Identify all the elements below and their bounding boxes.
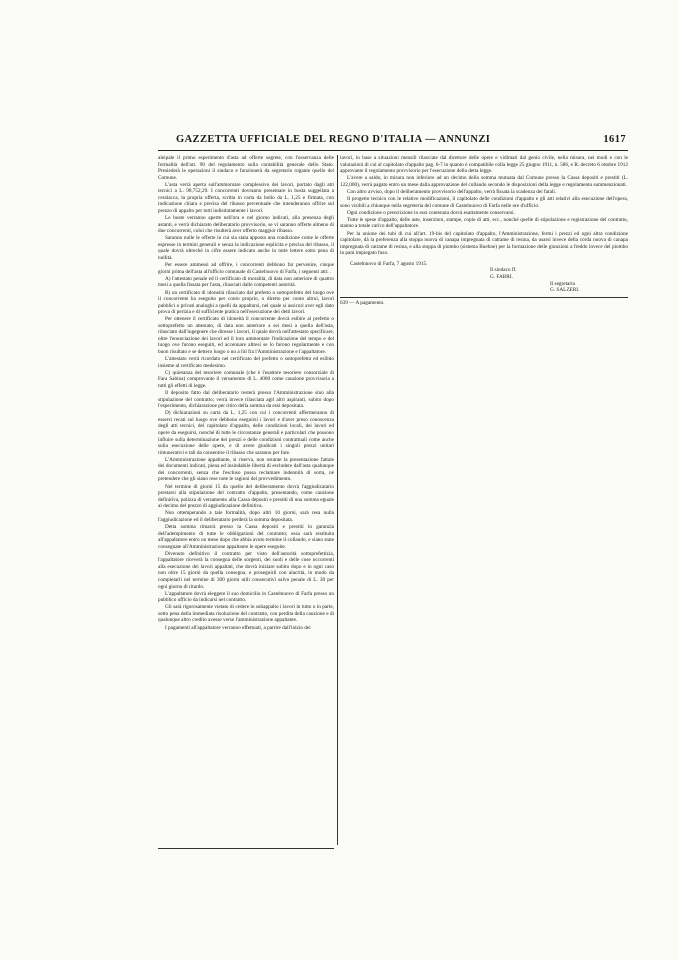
left-paragraph: I pagamenti all'appaltatore verranno effettuati, a partire dall'inizio dei: [165, 624, 311, 631]
left-paragraph: Nel termine di giorni 15 da quello del deliberamento dovrà l'aggiudicatario prestarsi alla stipulazione del contratto d'appalto, presentando, come cauzione definitiva, polizza di versamento alla Cassa depositi e prestiti di una somma eguale al decimo del prezzo di aggiudicazione definitiva.: [158, 483, 334, 510]
page-number: 1617: [603, 134, 626, 145]
left-paragraph: Il deposito fatto dal deliberatario resterà presso l'Amministrazione sino alla stipulazione del contratto; verrà invece rilasciata agli altri aspiranti, subito dopo l'esperimento, dichiarazione per ritiro della somma da essi depositata.: [158, 390, 334, 410]
right-paragraph: Per la unione dei tubi di cui all'art. 19-bis del capitolato d'appalto, l'Amministrazione, fermi i prezzi ed ogni altra condizione capitolare, dà la preferenza alla stoppa nuova di canapa impregnata di catrame di resina, da usarsi invece della corda nuova di canapa impregnata di catrame di resina, e alla stoppa di piombo (sistema Buehne) per la formazione delle giunzioni a freddo invece del piombo in pani impiegato fuso.: [340, 230, 628, 257]
left-paragraph: L'asta verrà aperta sull'ammontare complessivo dei lavori, portato dagli atti tecnici a L. 98,752,29. I concorrenti dovranno presentare in busta suggellata a ceralacca, la propria offerta, scritta in carta da bollo da L. 1,25 e firmata, con indicazione chiara e precisa del ribasso percentuale che intenderanno offrire sul prezzo di appalto per tutti indistintamente i lavori.: [158, 181, 334, 214]
bottom-rule: [158, 848, 334, 849]
left-paragraph: Saranno nulle le offerte in cui sia stata apposta una condizione come le offerte espresse in termini generali e senza la indicazione esplicita e precisa del ribasso, il quale dovrà oltreché in cifre essere indicato anche in tutte lettere sotto pena di nullità.: [158, 235, 334, 261]
left-paragraph: L'Amministrazione appaltante, si riserva, non ostante la presentazione fattale dei documenti indicati, piena ed insindabile libertà di escludere dall'asta qualunque dei concorrenti, senza che l'escluso possa reclamare indennità di sorta, nè pretendere che gli siano rese note le ragioni del provvedimento.: [158, 456, 334, 483]
header-rule: [158, 150, 628, 151]
left-paragraph: Detta somma rimarrà presso la Cassa depositi e prestiti in garanzia dell'adempimento di tutte le obbligazioni del contratto; essa sarà restituita all'appaltatore entro un mese dopo che abbia avuto termine il collaudo, e siano state consegnate all'Amministrazione appaltante le opere eseguite.: [158, 523, 334, 550]
right-paragraph: Con altro avviso, dopo il deliberamento provvisorio dell'appalto, verrà fissata la scadenza dei fatali.: [347, 188, 557, 195]
column-divider: [337, 155, 338, 845]
right-paragraph: lavori, in base a situazioni mensili rilasciate dal direttore delle opere e vidimati dal genio civile, nella misura, nei modi e con le valutazioni di cui al capitolato d'appalto pag. 6-7 in quanto è compatibile colla legge 25 giugno 1911, n. 586, e R. decreto 6 ottobre 1912 approvante il regolamento provvisorio per l'esecuzione della detta legge.: [340, 155, 628, 175]
left-paragraph: C) quietanza del tesoriere comunale (che è l'esattore tesoriere consorziale di Fara Sabina) comprovante il versamento di L. 4000 come cauzione provvisoria a tutti gli effetti di legge.: [158, 369, 334, 389]
mayor-name: G. FABRI.: [490, 273, 513, 280]
left-paragraph: Per ottenere il certificato di idoneità il concorrente dovrà esibire al prefetto o sottoprefetto un attestato, di data non anteriore a sei mesi a quella dell'asta, rilasciato dall'ingegnere che diresse i lavori, il quale dovrà nell'attestato specificare, oltre l'enunciazione dei lavori ed il loro ammontare l'indicazione del tempo e del luogo ove furono eseguiti, ed accennare altresì se lo furono regolarmente e con buon risultato e se dettero luogo o no a liti fra l'Amministrazione e l'appaltatore.: [158, 316, 334, 356]
right-paragraph: Tutte le spese d'appalto, delle aste, inserzioni, stampe, copie di atti, ecc., nonché quelle di stipulazione e registrazione del contratto, stanno a totale carico dell'appaltatore.: [340, 216, 628, 230]
mayor-role: Il sindaco ff.: [490, 267, 517, 274]
left-paragraph: Divenuto definitivo il contratto per visto dell'autorità sottoprefettizia, l'appaltatore riceverà la consegna delle sorgenti, dei suoli e delle cose occorrenti alla esecuzione dei lavori appaltati, che dovrà iniziare subito dopo e in ogni caso non oltre 15 giorni da quella consegna, e proseguirli con alacrità, in modo da completarli nel termine di 300 giorni utili consecutivi salvo penale di L. 30 per ogni giorno di ritardo.: [158, 550, 334, 590]
left-paragraph: Le buste verranno aperte nell'ora e nel giorno indicati, alla presenza degli astanti, e verrà dichiarato deliberatario provvisorio, se vi saranno offerte almeno di due concorrenti, colui che risulterà aver offerto maggior ribasso.: [158, 215, 334, 235]
notice-rule: [340, 297, 628, 298]
left-paragraph: L'attestato verrà ricordato nel certificato del prefetto o sottoprefetto ed esibito insieme al certificato medesimo.: [158, 356, 334, 369]
left-paragraph: Per essere ammessi ad offrire, i concorrenti debbono far pervenire, cinque giorni prima dell'asta all'ufficio comunale di Castelnuovo di Farfa, i seguenti atti: .: [158, 262, 334, 275]
place-date: Castelnuovo di Farfa, 7 agosto 1915.: [350, 260, 428, 267]
left-paragraph: Gli sarà rigorosamente vietato di cedere in subappalto i lavori in tutto o in parte, sotto pena della immediata risoluzione del contratto, con perdita della cauzione e di qualunque altro credito avesse verso l'amministrazione appaltante.: [158, 604, 334, 624]
left-paragraph: B) un certificato di idoneità rilasciato dal prefetto o sottoprefetto del luogo ove il concorrente ha eseguito per conto proprio, o diretto per conto altrui, lavori pubblici o privati analoghi a quelli da appaltarsi, nel quale si assicuri aver egli dato prova di perizia e di sufficiente pratica nell'esecuzione dei detti lavori.: [158, 289, 334, 316]
right-paragraph: Il progetto tecnico con le relative modificazioni, il capitolato delle condizioni d'appalto e gli atti relativi alla esecuzione dell'opera, sono visibili a chiunque nella segreteria del comune di Castelnuovo di Farfa nelle ore d'ufficio.: [340, 196, 628, 209]
right-paragraph: Ogni condizione o prescrizione in essi contenuta dovrà esattamente conservarsi.: [347, 209, 515, 216]
gazette-title: GAZZETTA UFFICIALE DEL REGNO D'ITALIA — ANNUNZI: [176, 134, 491, 145]
left-paragraph: aleipale il primo esperimento d'asta ad offerte segrete, con l'osservanza delle formalità dell'art. 90 del regolamento sulla contabilità generale dello Stato. Presiederà le operazioni il sindaco e funzionerà da segretario rogante quello del Comune.: [158, 155, 334, 181]
left-paragraph: Non ottemperando a tale formalità, dopo altri 10 giorni, sarà resa nulla l'aggiudicazione ed il deliberatario perderà la somma depositata.: [158, 510, 334, 523]
right-paragraph: L'avere a saldo, in misura non inferiore ad un decimo della somma mutuata dal Comune presso la Cassa depositi e prestiti (L. 122,000), verrà pagato entro un mese dalla approvazione del collaudo secondo le disposizioni della legge e regolamento summenzionati.: [340, 175, 628, 188]
left-paragraph: A) l'attestato penale ed il certificato di moralità, di data non anteriore di quattro mesi a quella fissata per l'asta, rilasciati dalle competenti autorità.: [158, 275, 334, 289]
left-paragraph: L'appaltatore dovrà eleggere il suo domicilio in Castelnuovo di Farfa presso un pubblico ufficio da indicarsi nel contratto.: [158, 590, 334, 604]
secretary-role: Il segretario: [550, 280, 576, 287]
right-column: [340, 155, 628, 435]
left-column: [158, 155, 334, 847]
left-paragraph: D) dichiarazioni su carta da L. 1,25 con cui i concorrenti affermeranno di essersi recati sul luogo ove debbono eseguirsi i lavori e d'aver preso conoscenza degli atti tecnici, del capitolato d'appalto, delle condizioni locali, dei lavori ed opere da eseguirsi, nonché di tutte le circostanze generali e particolari che possono influire sulla determinazione dei prezzi e delle condizioni contrattuali come anche sulla esecuzione delle opere, e di avere giudicati i singoli prezzi unitari rimunerativi e tali da consentire il ribasso che saranno per fare.: [158, 410, 334, 456]
secretary-name: G. SALZERI.: [550, 287, 580, 294]
notice-id: 639 — A pagamento.: [340, 299, 385, 306]
